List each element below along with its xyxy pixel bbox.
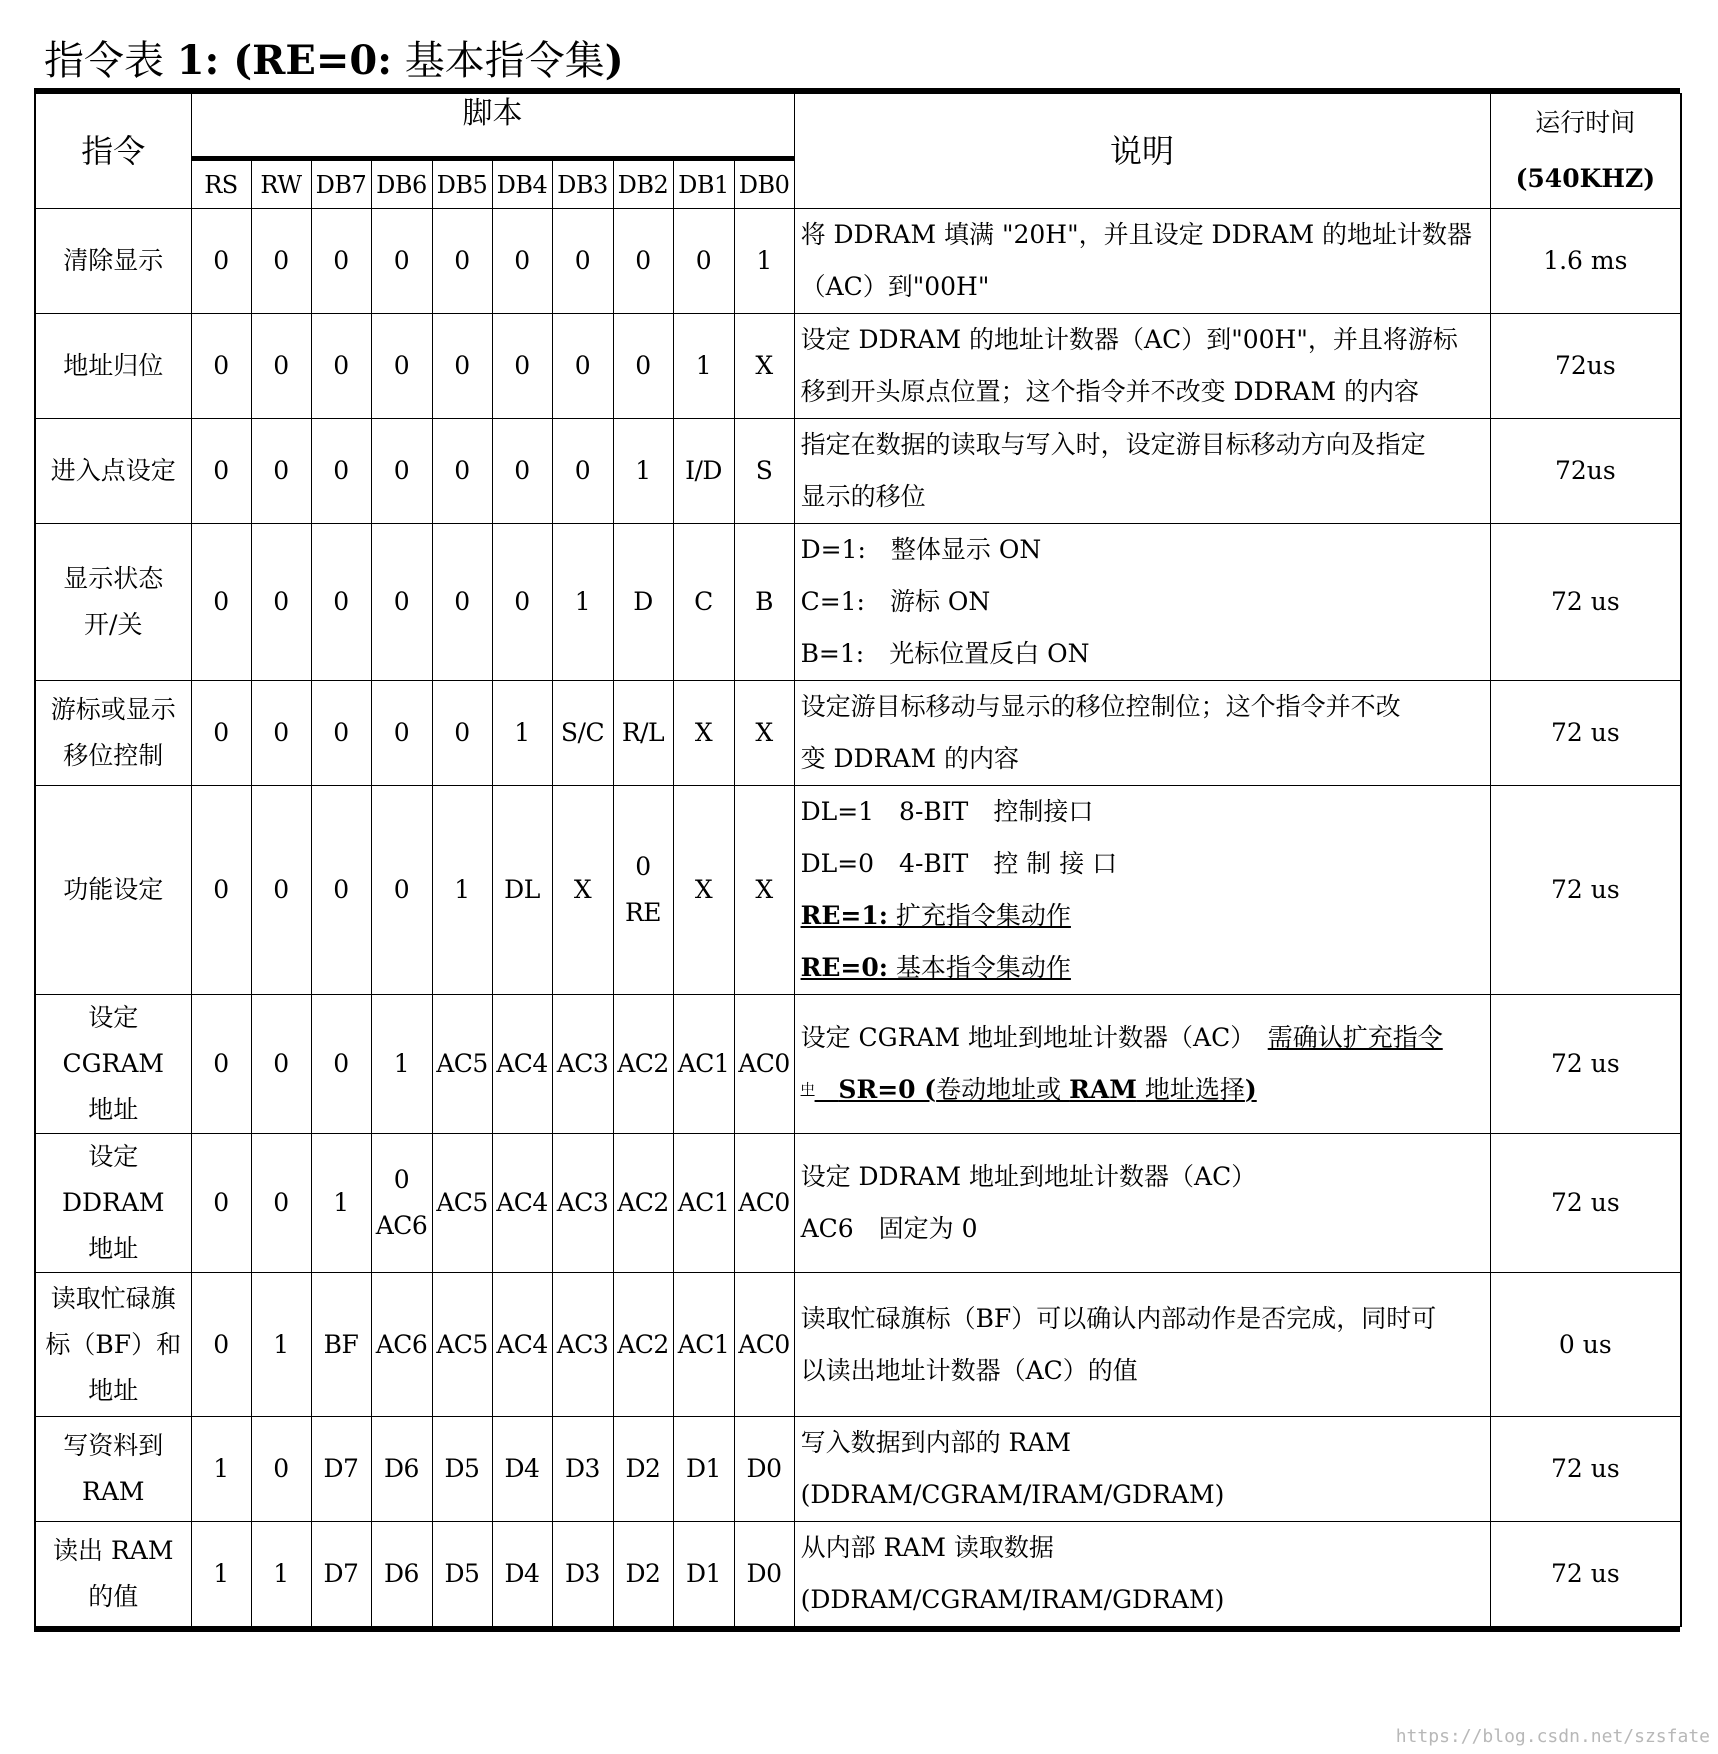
description-bold-label: RE=0:	[800, 953, 888, 982]
instruction-name-line: 地址	[88, 1375, 139, 1405]
bit-cell-db5: 0	[432, 419, 492, 524]
header-frequency: (540KHZ)	[1515, 164, 1656, 193]
watermark: https://blog.csdn.net/szsfate	[1395, 1726, 1710, 1747]
bit-header-db6: DB6	[371, 159, 432, 209]
bit-cell-db4: 0	[492, 524, 552, 681]
bit-cell-db5: D5	[432, 1522, 492, 1627]
instruction-name	[35, 1417, 191, 1522]
description-cell	[794, 419, 1490, 524]
description-line: 设定游目标移动与显示的移位控制位；这个指令并不改	[800, 692, 1401, 721]
description-underlined-group	[838, 1075, 1256, 1104]
bit-cell-rs: 0	[191, 209, 251, 314]
instruction-table-wrapper	[34, 88, 1680, 1632]
instruction-name	[35, 995, 191, 1134]
runtime-cell: 0 us	[1490, 1273, 1681, 1417]
description-cell	[794, 1273, 1490, 1417]
instruction-name-line: 读出 RAM	[53, 1536, 174, 1565]
description-cell	[794, 524, 1490, 681]
bit-cell-db0: X	[734, 681, 794, 786]
description-spacer	[815, 1075, 839, 1104]
bit-header-db5: DB5	[432, 159, 492, 209]
description-bold-label: RE=1:	[800, 901, 888, 930]
bit-cell-db7: 0	[311, 786, 371, 995]
instruction-name	[35, 786, 191, 995]
instruction-name	[35, 314, 191, 419]
description-underlined-text: 需确认扩充指令	[1267, 1023, 1443, 1052]
description-line: B=1: 光标位置反白 ON	[800, 639, 1090, 668]
bit-cell-db0: D0	[734, 1417, 794, 1522]
bit-cell-rs: 0	[191, 681, 251, 786]
bit-cell-rs: 0	[191, 314, 251, 419]
description-bold-text: RAM	[1069, 1075, 1137, 1104]
description-cell	[794, 209, 1490, 314]
bit-cell-db1: I/D	[673, 419, 734, 524]
table-row	[35, 995, 1681, 1134]
table-row	[35, 524, 1681, 681]
bit-cell-db5: AC5	[432, 1273, 492, 1417]
bit-cell-db6: D6	[371, 1417, 432, 1522]
bit-cell-db4: 0	[492, 419, 552, 524]
instruction-name	[35, 1522, 191, 1627]
bit-cell-db3: 0	[552, 314, 613, 419]
bit-cell-db7: 0	[311, 419, 371, 524]
description-line: 将 DDRAM 填满 "20H"，并且设定 DDRAM 的地址计数器	[800, 220, 1473, 249]
bit-cell-db4: D4	[492, 1417, 552, 1522]
bit-cell-db1: AC1	[673, 1273, 734, 1417]
bit-cell-db1: 0	[673, 209, 734, 314]
runtime-cell: 72 us	[1490, 1522, 1681, 1627]
bit-cell-rw: 0	[251, 209, 311, 314]
bit-cell-db3: S/C	[552, 681, 613, 786]
bit-cell-db3: D3	[552, 1417, 613, 1522]
description-line: 设定 DDRAM 的地址计数器（AC）到"00H"，并且将游标	[800, 325, 1458, 354]
bit-cell-rs: 1	[191, 1522, 251, 1627]
bit-cell-db1: 1	[673, 314, 734, 419]
bit-cell-db2: D	[613, 524, 673, 681]
description-line: C=1: 游标 ON	[800, 587, 991, 616]
bit-cell-db4: AC4	[492, 1273, 552, 1417]
bit-cell-db0: S	[734, 419, 794, 524]
bit-cell-db3: 0	[552, 209, 613, 314]
table-row	[35, 786, 1681, 995]
bit-cell-db1: D1	[673, 1522, 734, 1627]
description-line: DL=0 4-BIT 控 制 接 口	[800, 849, 1118, 878]
bit-cell-db7: D7	[311, 1417, 371, 1522]
bit-cell-db7: 0	[311, 314, 371, 419]
bit-cell-db4: AC4	[492, 995, 552, 1134]
instruction-name-line: RAM	[82, 1477, 145, 1506]
bit-cell-db6: 0	[371, 419, 432, 524]
runtime-cell: 1.6 ms	[1490, 209, 1681, 314]
bit-cell-db3: 0	[552, 419, 613, 524]
table-row	[35, 209, 1681, 314]
bit-cell-db1: AC1	[673, 1134, 734, 1273]
bit-cell-db3: D3	[552, 1522, 613, 1627]
bit-header-db3: DB3	[552, 159, 613, 209]
bit-cell-db2: 0	[613, 314, 673, 419]
instruction-name	[35, 1134, 191, 1273]
bit-cell-db1: X	[673, 786, 734, 995]
bit-cell-rw: 1	[251, 1273, 311, 1417]
bit-cell-db7: 0	[311, 995, 371, 1134]
table-row	[35, 1273, 1681, 1417]
header-script: 脚本	[191, 94, 794, 159]
bit-cell-rs: 0	[191, 1134, 251, 1273]
bit-cell-rs: 0	[191, 1273, 251, 1417]
runtime-cell: 72 us	[1490, 524, 1681, 681]
bit-header-db2: DB2	[613, 159, 673, 209]
bit-cell-db4: 0	[492, 314, 552, 419]
table-body	[35, 209, 1681, 1627]
bit-cell-db2: D2	[613, 1522, 673, 1627]
description-underlined-line	[801, 942, 1484, 994]
bit-header-rw: RW	[251, 159, 311, 209]
bit-cell-db6: 0	[371, 314, 432, 419]
bit-cell-db3: AC3	[552, 1134, 613, 1273]
bit-cell-db5: AC5	[432, 1134, 492, 1273]
instruction-name-line: 地址	[88, 1095, 139, 1124]
bit-cell-db3: 1	[552, 524, 613, 681]
bit-cell-db1: D1	[673, 1417, 734, 1522]
bit-cell-db0: X	[734, 786, 794, 995]
bit-cell-db5: 0	[432, 681, 492, 786]
title-close: )	[604, 37, 624, 84]
runtime-cell: 72 us	[1490, 681, 1681, 786]
bit-cell-db6	[371, 1134, 432, 1273]
bit-cell-rw: 0	[251, 314, 311, 419]
description-cell	[794, 995, 1490, 1134]
header-instruction: 指令	[35, 94, 191, 209]
description-cell	[794, 786, 1490, 995]
bit-cell-db5: 1	[432, 786, 492, 995]
bit-cell-db4: 0	[492, 209, 552, 314]
bit-cell-db2	[613, 786, 673, 995]
bit-header-db4: DB4	[492, 159, 552, 209]
bit-cell-db2: D2	[613, 1417, 673, 1522]
description-text: 卷动地址或	[936, 1075, 1070, 1104]
bit-cell-db0: AC0	[734, 1134, 794, 1273]
description-line: 指定在数据的读取与写入时，设定游目标移动方向及指定	[800, 430, 1426, 459]
bit-cell-db0: B	[734, 524, 794, 681]
bit-cell-rw: 1	[251, 1522, 311, 1627]
table-header	[35, 94, 1681, 209]
instruction-name-line: 设定	[88, 1142, 139, 1171]
bit-cell-rw: 0	[251, 1134, 311, 1273]
bit-cell-db0: D0	[734, 1522, 794, 1627]
table-row	[35, 419, 1681, 524]
bit-cell-db3: AC3	[552, 1273, 613, 1417]
description-line: D=1: 整体显示 ON	[800, 535, 1042, 564]
description-line: 读取忙碌旗标（BF）可以确认内部动作是否完成，同时可	[800, 1303, 1437, 1333]
instruction-name	[35, 1273, 191, 1417]
bit-cell-db6: 0	[371, 681, 432, 786]
description-small-text: 中	[800, 1082, 815, 1098]
bit-cell-db4: AC4	[492, 1134, 552, 1273]
bit-header-db1: DB1	[673, 159, 734, 209]
instruction-name-line: 写资料到	[63, 1431, 164, 1460]
bit-cell-db2: 0	[613, 209, 673, 314]
title-suffix: 基本指令集	[392, 38, 605, 84]
description-bold-text: SR=0 (	[838, 1075, 937, 1104]
bit-cell-db7: 0	[311, 681, 371, 786]
table-row	[35, 1417, 1681, 1522]
bit-cell-line: 0	[635, 852, 651, 881]
bit-cell-db2: AC2	[613, 995, 673, 1134]
bit-cell-db7: BF	[311, 1273, 371, 1417]
runtime-cell: 72 us	[1490, 786, 1681, 995]
description-line: (DDRAM/CGRAM/IRAM/GDRAM)	[800, 1585, 1225, 1614]
description-line: 移到开头原点位置；这个指令并不改变 DDRAM 的内容	[800, 377, 1420, 406]
header-runtime-label: 运行时间	[1535, 108, 1636, 137]
instruction-name-line: 开/关	[84, 610, 143, 639]
bit-cell-db1: AC1	[673, 995, 734, 1134]
instruction-table	[34, 93, 1682, 1627]
bit-cell-db6: 0	[371, 209, 432, 314]
bit-cell-db2: AC2	[613, 1273, 673, 1417]
instruction-name-line: 设定	[88, 1003, 139, 1032]
bit-cell-rw: 0	[251, 419, 311, 524]
bit-cell-db7: D7	[311, 1522, 371, 1627]
title-prefix: 指令表	[44, 38, 177, 84]
bit-cell-db4: 1	[492, 681, 552, 786]
description-cell	[794, 1522, 1490, 1627]
bit-cell-db0: X	[734, 314, 794, 419]
instruction-name-line: 地址	[88, 1234, 139, 1263]
bit-cell-db2: R/L	[613, 681, 673, 786]
bit-cell-rs: 1	[191, 1417, 251, 1522]
bit-cell-line: 0	[393, 1165, 410, 1194]
bit-cell-rs: 0	[191, 419, 251, 524]
description-line: 写入数据到内部的 RAM	[800, 1428, 1071, 1457]
title-bold: 1: (RE=0:	[176, 37, 393, 84]
table-row	[35, 314, 1681, 419]
description-line: AC6 固定为 0	[800, 1214, 978, 1243]
description-underlined-line	[801, 890, 1484, 942]
bit-header-rs: RS	[191, 159, 251, 209]
bit-cell-db6: D6	[371, 1522, 432, 1627]
description-text: 地址选择	[1136, 1075, 1245, 1104]
description-line: 显示的移位	[800, 482, 926, 511]
page-title	[44, 36, 624, 86]
bit-cell-db6: 0	[371, 786, 432, 995]
description-line	[801, 1064, 1484, 1116]
bit-cell-db4: D4	[492, 1522, 552, 1627]
instruction-name-line: DDRAM	[61, 1188, 165, 1217]
description-text: 扩充指令集动作	[887, 901, 1071, 930]
bit-cell-rw: 0	[251, 995, 311, 1134]
bit-cell-db2: 1	[613, 419, 673, 524]
bit-header-db0: DB0	[734, 159, 794, 209]
runtime-cell: 72us	[1490, 314, 1681, 419]
bit-cell-db0: AC0	[734, 995, 794, 1134]
runtime-cell: 72 us	[1490, 1134, 1681, 1273]
instruction-name	[35, 419, 191, 524]
bit-cell-rs: 0	[191, 786, 251, 995]
bit-cell-rs: 0	[191, 995, 251, 1134]
bit-cell-db1: X	[673, 681, 734, 786]
description-text: 基本指令集动作	[887, 953, 1071, 982]
instruction-name-line: 读取忙碌旗	[50, 1283, 176, 1313]
table-row	[35, 681, 1681, 786]
bit-cell-rw: 0	[251, 524, 311, 681]
instruction-name-line: 功能设定	[63, 875, 164, 904]
instruction-name-line: 地址归位	[63, 351, 164, 380]
bit-cell-rw: 0	[251, 681, 311, 786]
bit-cell-db6: 1	[371, 995, 432, 1134]
instruction-name	[35, 681, 191, 786]
description-line: 设定 DDRAM 地址到地址计数器（AC）	[800, 1162, 1257, 1191]
description-line: (DDRAM/CGRAM/IRAM/GDRAM)	[800, 1480, 1225, 1509]
bit-cell-db6: 0	[371, 524, 432, 681]
runtime-cell: 72 us	[1490, 1417, 1681, 1522]
bit-cell-db2: AC2	[613, 1134, 673, 1273]
bit-cell-db5: 0	[432, 209, 492, 314]
bit-cell-db3: X	[552, 786, 613, 995]
bit-cell-db5: D5	[432, 1417, 492, 1522]
bit-cell-db0: AC0	[734, 1273, 794, 1417]
description-cell	[794, 314, 1490, 419]
description-bold-text: )	[1244, 1075, 1257, 1104]
header-description: 说明	[794, 94, 1490, 209]
description-cell	[794, 1134, 1490, 1273]
description-line	[801, 1012, 1484, 1064]
instruction-name-line: CGRAM	[62, 1049, 165, 1078]
bit-cell-line: RE	[624, 898, 662, 927]
description-line: （AC）到"00H"	[800, 272, 990, 301]
description-line: DL=1 8-BIT 控制接口	[800, 797, 1094, 826]
description-line: 变 DDRAM 的内容	[800, 744, 1020, 773]
bit-cell-db5: AC5	[432, 995, 492, 1134]
bit-cell-db7: 0	[311, 209, 371, 314]
instruction-name-line: 显示状态	[63, 564, 164, 593]
instruction-name-line: 移位控制	[63, 741, 164, 770]
bit-cell-db0: 1	[734, 209, 794, 314]
table-row	[35, 1134, 1681, 1273]
bit-cell-rw: 0	[251, 1417, 311, 1522]
instruction-name	[35, 209, 191, 314]
bit-cell-db5: 0	[432, 314, 492, 419]
instruction-name-line: 游标或显示	[50, 695, 176, 724]
description-cell	[794, 1417, 1490, 1522]
instruction-name-line: 的值	[88, 1582, 139, 1611]
bit-cell-db3: AC3	[552, 995, 613, 1134]
instruction-name-line: 标（BF）和	[45, 1329, 182, 1359]
bit-cell-rw: 0	[251, 786, 311, 995]
header-runtime	[1490, 94, 1681, 209]
bit-cell-rs: 0	[191, 524, 251, 681]
bit-header-db7: DB7	[311, 159, 371, 209]
bit-cell-db7: 0	[311, 524, 371, 681]
bit-cell-line: AC6	[375, 1211, 428, 1240]
description-text: 设定 CGRAM 地址到地址计数器（AC）	[800, 1023, 1268, 1052]
bit-cell-db5: 0	[432, 524, 492, 681]
bit-cell-db4: DL	[492, 786, 552, 995]
description-cell	[794, 681, 1490, 786]
table-row	[35, 1522, 1681, 1627]
runtime-cell: 72 us	[1490, 995, 1681, 1134]
runtime-cell: 72us	[1490, 419, 1681, 524]
instruction-name-line: 清除显示	[63, 246, 164, 275]
instruction-name	[35, 524, 191, 681]
bit-cell-db1: C	[673, 524, 734, 681]
bit-cell-db6: AC6	[371, 1273, 432, 1417]
instruction-name-line: 进入点设定	[50, 456, 176, 485]
description-line: 从内部 RAM 读取数据	[800, 1533, 1054, 1562]
bit-cell-db7: 1	[311, 1134, 371, 1273]
description-line: 以读出地址计数器（AC）的值	[800, 1355, 1138, 1385]
